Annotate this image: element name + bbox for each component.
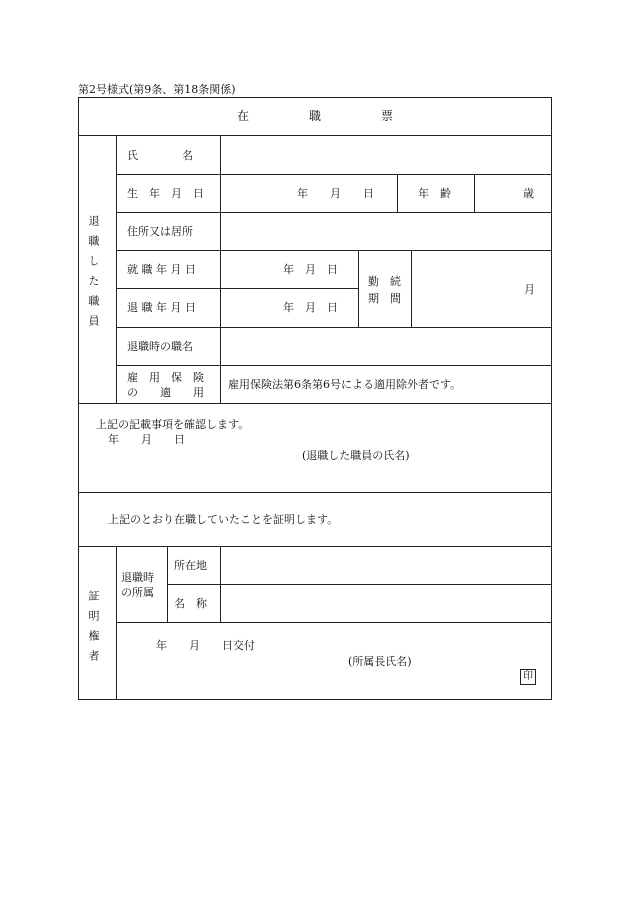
service-period-label-1: 勤 続 — [368, 275, 401, 288]
affiliation-label-1: 退職時 — [121, 571, 154, 584]
affiliation-label-2: の所属 — [121, 586, 154, 599]
position-label: 退職時の職名 — [127, 340, 193, 353]
address-label: 住所又は居所 — [127, 225, 193, 238]
employment-date-label: 就 職 年 月 日 — [127, 263, 196, 276]
location-label: 所在地 — [174, 559, 207, 572]
issue-date: 年 月 日交付 — [156, 639, 255, 652]
employment-date-value: 年 月 日 — [283, 263, 338, 276]
confirm-signer-label: (退職した職員の氏名) — [302, 449, 410, 462]
confirm-text: 上記の記載事項を確認します。 — [96, 418, 250, 431]
head-name-label: (所属長氏名) — [348, 655, 412, 668]
retirement-date-value: 年 月 日 — [283, 301, 338, 314]
birth-date-value: 年 月 日 — [297, 187, 374, 200]
name-label: 氏 名 — [127, 149, 193, 162]
retirement-date-label: 退 職 年 月 日 — [127, 301, 196, 314]
insurance-label-2: の 適 用 — [127, 386, 204, 399]
confirm-date: 年 月 日 — [108, 433, 185, 446]
organization-name-label: 名 称 — [174, 597, 207, 610]
birth-date-label: 生 年 月 日 — [127, 187, 204, 200]
seal-mark: 印 — [520, 669, 536, 685]
insurance-label-1: 雇 用 保 険 — [127, 371, 204, 384]
insurance-value: 雇用保険法第6条第6号による適用除外者です。 — [228, 378, 462, 391]
retired-staff-side-label: 退職した職員 — [87, 215, 100, 335]
service-period-label-2: 期 間 — [368, 292, 401, 305]
certifier-side-label: 証明権者 — [87, 590, 100, 670]
certify-text: 上記のとおり在職していたことを証明します。 — [108, 513, 339, 526]
service-period-unit: 月 — [524, 283, 535, 296]
age-label: 年 齢 — [418, 187, 451, 200]
age-unit: 歳 — [523, 187, 534, 200]
form-label: 第2号様式(第9条、第18条関係) — [78, 83, 236, 96]
form-title: 在 職 票 — [236, 109, 393, 123]
